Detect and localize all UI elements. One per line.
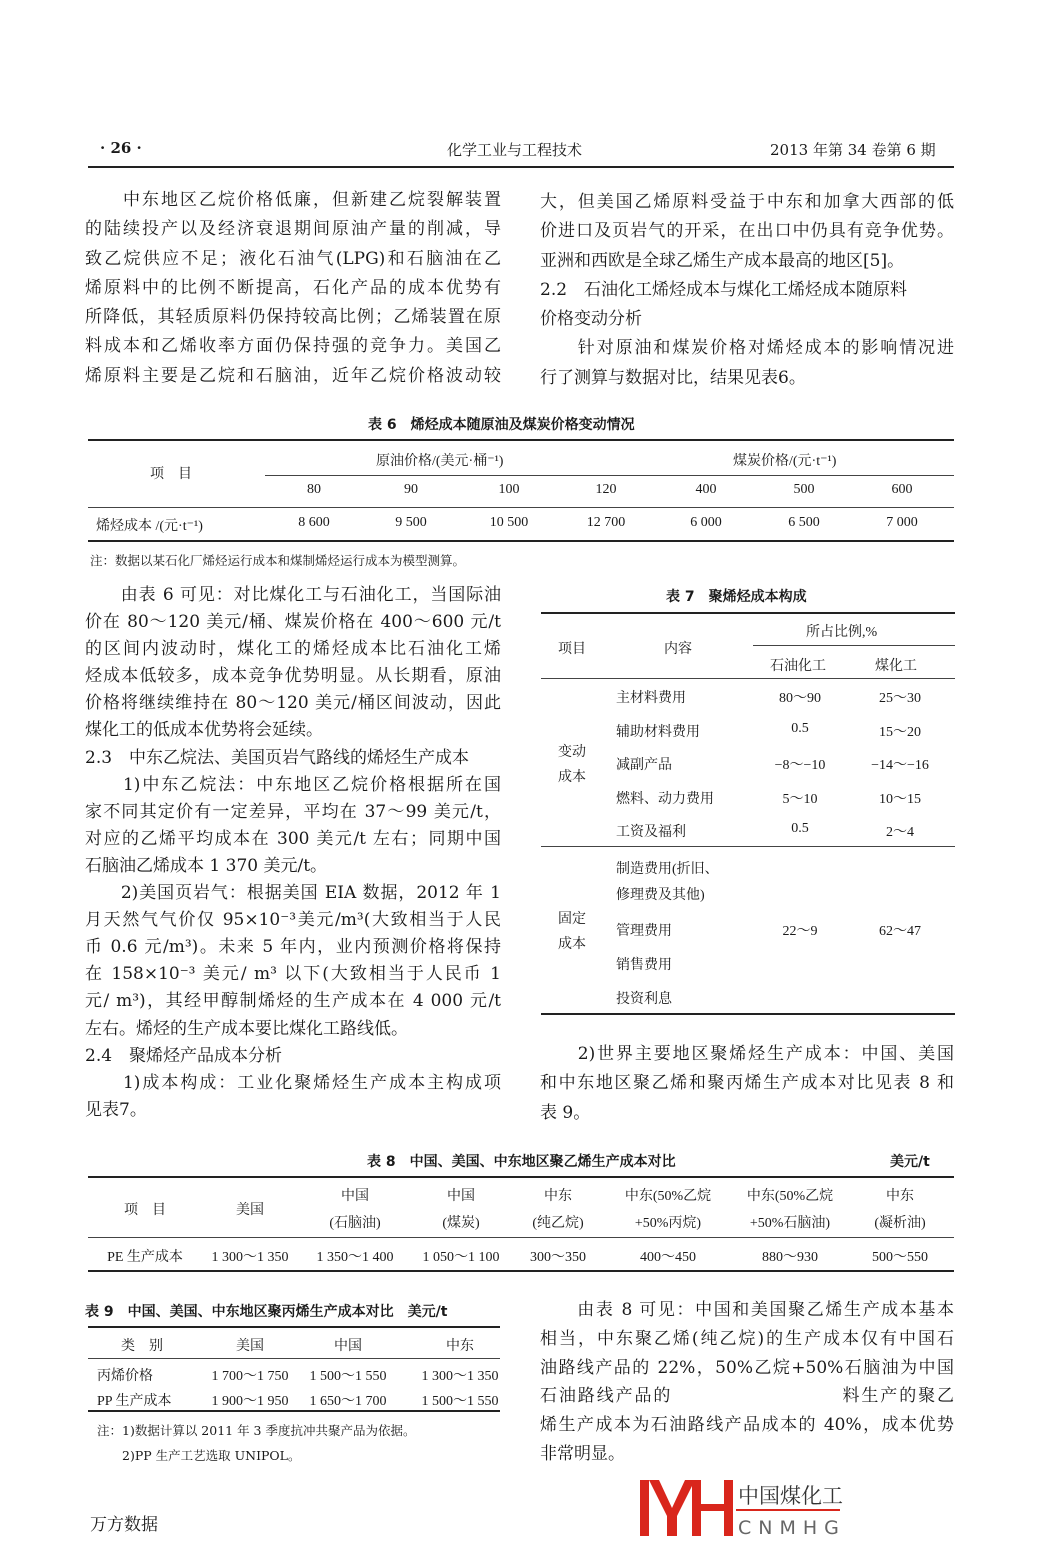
table8-col-subheader: (凝析油) — [874, 1216, 926, 1231]
footer-source: 万方数据 — [90, 1515, 158, 1535]
left-body-text — [85, 582, 501, 1124]
table8-col-header: 项 目 — [124, 1203, 166, 1218]
table8-cell: 300～350 — [530, 1250, 586, 1265]
text-line: 的陆续投产以及经济衰退期间原油产量的削减，导 — [85, 219, 501, 240]
table6-col-header: 120 — [595, 482, 617, 497]
text-line: 大，但美国乙烯原料受益于中东和加拿大西部的低 — [540, 192, 954, 212]
right-body-text — [540, 1040, 954, 1128]
table8-col-header: 中东 — [886, 1189, 914, 1204]
table6-col-header: 600 — [891, 482, 913, 497]
text-line: 烃成本低较多，成本竞争优势明显。从长期看，原油 — [85, 666, 501, 687]
journal-title: 化学工业与工程技术 — [447, 141, 583, 159]
table9-note: 2)PP 生产工艺选取 UNIPOL。 — [97, 1448, 301, 1463]
left-intro-text — [85, 186, 501, 391]
table-rule — [88, 507, 954, 508]
table6-group-oil: 原油价格/(美元·桶⁻¹) — [376, 454, 504, 469]
table6-caption: 表 6 烯烃成本随原油及煤炭价格变动情况 — [368, 417, 635, 433]
table-rule — [753, 645, 955, 646]
text-line: 家不同其定价有一定差异，平均在 37～99 美元/t， — [85, 801, 501, 822]
table7-cell-coal: 2～4 — [886, 825, 914, 840]
table9-cell: PP 生产成本 — [97, 1394, 172, 1409]
table7-cell-content: 工资及福利 — [616, 825, 686, 840]
text-line: 烯原料中的比例不断提高，石化产品的成本优势有 — [85, 277, 501, 298]
table8-col-subheader: +50%丙烷) — [634, 1216, 702, 1231]
table7-cell-coal: 25～30 — [879, 691, 921, 706]
table8-cell: PE 生产成本 — [107, 1250, 183, 1265]
table6-cell: 8 600 — [298, 515, 330, 530]
table8-col-header: 中东(50%乙烷 — [746, 1189, 834, 1204]
text-line: 1)中东乙烷法：中东地区乙烷价格根据所在国 — [85, 774, 501, 795]
table6-col-header: 400 — [695, 482, 717, 497]
table8-col-header: 美国 — [236, 1203, 264, 1218]
table-rule — [88, 1410, 500, 1412]
text-line: 针对原油和煤炭价格对烯烃成本的影响情况进 — [540, 338, 954, 359]
text-line: 1)成本构成：工业化聚烯烃生产成本主构成项 — [85, 1072, 501, 1093]
text-line: 表 9。 — [540, 1102, 591, 1123]
table-rule — [88, 1237, 954, 1238]
text-line: 币 0.6 元/m³)。未来 5 年内，业内预测价格将保持 — [85, 937, 501, 958]
table6-col-header: 500 — [793, 482, 815, 497]
watermark-cn-text: 中国煤化工 — [738, 1484, 843, 1508]
text-line: 价在 80～120 美元/桶、煤炭价格在 400～600 元/t — [85, 612, 501, 633]
section-heading: 2.4 聚烯烃产品成本分析 — [85, 1045, 283, 1066]
table7-cell-coal: −14～−16 — [871, 758, 929, 773]
table8-col-subheader: (石脑油) — [329, 1216, 381, 1231]
table9-col-header: 中国 — [334, 1339, 362, 1354]
table6-col-header: 80 — [307, 482, 321, 497]
table7-header-petro: 石油化工 — [770, 659, 826, 674]
text-line: 价格将继续维持在 80～120 美元/桶区间波动，因此 — [85, 693, 501, 714]
table-rule — [541, 846, 955, 847]
table8-cell: 1 300～1 350 — [211, 1250, 289, 1265]
text-line: 中东地区乙烷价格低廉，但新建乙烷裂解装置 — [85, 190, 501, 210]
table6-cell: 10 500 — [489, 515, 529, 530]
table6-item-header: 项 目 — [150, 467, 192, 482]
text-line: 2)世界主要地区聚烯烃生产成本：中国、美国 — [540, 1044, 954, 1064]
table8-col-subheader: (煤炭) — [442, 1216, 480, 1231]
table7-cell-content: 主材料费用 — [616, 691, 686, 706]
table7-caption: 表 7 聚烯烃成本构成 — [666, 589, 807, 605]
table-rule — [541, 612, 955, 614]
table7-cell-content: 销售费用 — [616, 958, 672, 973]
text-line: 在 158×10⁻³ 美元/ m³ 以下(大致相当于人民币 1 — [85, 964, 501, 985]
table8-cell: 1 050～1 100 — [422, 1250, 500, 1265]
table9-cell: 1 700～1 750 — [211, 1369, 289, 1384]
table7-cell-content: 修理费及其他) — [616, 888, 705, 903]
table9-col-header: 中东 — [446, 1339, 474, 1354]
table8-unit: 美元/t — [890, 1154, 930, 1170]
table6-col-header: 90 — [404, 482, 418, 497]
table8-cell: 880～930 — [762, 1250, 818, 1265]
table8-col-header: 中国 — [341, 1189, 369, 1204]
text-line: 石脑油乙烯成本 1 370 美元/t。 — [85, 855, 328, 876]
table7-cell-petro: 5～10 — [782, 791, 818, 807]
table7-cell-content: 投资利息 — [616, 992, 672, 1007]
text-line: 元/ m³)，其经甲醇制烯烃的生产成本在 4 000 元/t — [85, 991, 501, 1012]
table6-cell: 6 500 — [788, 515, 820, 530]
text-line: 非常明显。 — [540, 1443, 625, 1464]
table9-cell: 1 500～1 550 — [421, 1394, 499, 1409]
table7-cell-content: 辅助材料费用 — [616, 724, 700, 740]
text-line: 由表 8 可见：中国和美国聚乙烯生产成本基本 — [540, 1300, 954, 1320]
table6-row-label: 烯烃成本 /(元·t⁻¹) — [96, 519, 203, 534]
table7-cell-coal: 62～47 — [879, 924, 921, 939]
page-number: · 26 · — [100, 139, 142, 157]
table8-cell: 1 350～1 400 — [316, 1250, 394, 1265]
text-line: 由表 6 可见：对比煤化工与石油化工，当国际油 — [85, 585, 501, 605]
table-rule — [88, 1270, 954, 1272]
right-intro-text — [540, 188, 954, 393]
table-rule — [88, 540, 954, 542]
table6-group-coal: 煤炭价格/(元·t⁻¹) — [733, 454, 837, 469]
text-line: 左右。烯烃的生产成本要比煤化工路线低。 — [85, 1018, 408, 1039]
table-rule — [88, 1358, 500, 1359]
table7-cell-petro: −8～−10 — [774, 758, 826, 773]
table9-note: 注：1)数据计算以 2011 年 3 季度抗冲共聚产品为依据。 — [97, 1423, 416, 1438]
table7-cell-content: 燃料、动力费用 — [616, 791, 714, 807]
table-rule — [265, 475, 954, 476]
table8-col-header: 中东(50%乙烷 — [624, 1189, 712, 1204]
watermark-logo — [640, 1478, 850, 1538]
table-rule — [88, 1176, 954, 1178]
table7-header-content: 内容 — [664, 642, 692, 657]
text-line: 烯原料主要是乙烷和石脑油，近年乙烷价格波动较 — [85, 365, 501, 386]
table7-cell-content: 制造费用(折旧、 — [616, 862, 719, 877]
table7-header-item: 项目 — [558, 642, 586, 657]
text-line: 对应的乙烯平均成本在 300 美元/t 左右；同期中国 — [85, 828, 501, 849]
table8-col-subheader: +50%石脑油) — [749, 1216, 831, 1231]
text-line: 行了测算与数据对比，结果见表6。 — [540, 367, 806, 388]
text-line: 月天然气气价仅 95×10⁻³美元/m³(大致相当于人民 — [85, 910, 501, 931]
table7-header-coal: 煤化工 — [875, 659, 917, 674]
section-heading: 2.3 中东乙烷法、美国页岩气路线的烯烃生产成本 — [85, 747, 470, 768]
text-line: 相当，中东聚乙烯(纯乙烷)的生产成本仅有中国石 — [540, 1328, 954, 1349]
table9-cell: 1 300～1 350 — [421, 1369, 499, 1384]
text-line: 石油路线产品的 料生产的聚乙 — [540, 1386, 954, 1407]
table-rule — [88, 439, 954, 441]
table8-col-subheader: (纯乙烷) — [532, 1216, 584, 1231]
text-line: 亚洲和西欧是全球乙烯生产成本最高的地区[5]。 — [540, 250, 905, 271]
table9-cell: 1 900～1 950 — [211, 1394, 289, 1409]
table-rule — [88, 1326, 500, 1328]
text-line: 见表7。 — [85, 1099, 147, 1120]
table7-header-ratio: 所占比例,% — [806, 625, 878, 640]
table8-cell: 400～450 — [640, 1250, 696, 1265]
cnmhg-logo-icon — [640, 1478, 850, 1538]
table7-cell-coal: 15～20 — [879, 724, 921, 740]
right-conclusion-text — [540, 1296, 954, 1469]
table7-cell-petro: 0.5 — [791, 821, 809, 836]
text-line: 料成本和乙烯收率方面仍保持强的竞争力。美国乙 — [85, 336, 501, 357]
table7-fixed-label: 固定成本 — [558, 912, 586, 952]
text-line: 烯生产成本为石油路线产品成本的 40%，成本优势 — [540, 1415, 954, 1436]
table8-col-header: 中东 — [544, 1189, 572, 1204]
text-line: 价进口及页岩气的开采，在出口中仍具有竞争优势。 — [540, 221, 954, 242]
table7-cell-content: 减副产品 — [616, 758, 672, 773]
table6-cell: 7 000 — [886, 515, 918, 530]
table6-col-header: 100 — [498, 482, 520, 497]
issue-info: 2013 年第 34 卷第 6 期 — [770, 141, 936, 159]
text-line: 的区间内波动时，煤化工的烯烃成本比石油化工烯 — [85, 639, 501, 660]
watermark-en-text: CNMHG — [738, 1517, 846, 1538]
table9-col-header: 类 别 — [121, 1339, 163, 1354]
text-line: 价格变动分析 — [540, 309, 642, 330]
table8-cell: 500～550 — [872, 1250, 928, 1265]
text-line: 油路线产品的 22%，50%乙烷+50%石脑油为中国 — [540, 1357, 954, 1378]
table7-cell-coal: 10～15 — [879, 791, 921, 807]
table8-caption: 表 8 中国、美国、中东地区聚乙烯生产成本对比 — [367, 1154, 676, 1170]
table7-cell-petro: 22～9 — [782, 924, 818, 939]
text-line: 和中东地区聚乙烯和聚丙烯生产成本对比见表 8 和 — [540, 1073, 954, 1094]
table6-note: 注：数据以某石化厂烯烃运行成本和煤制烯烃运行成本为模型测算。 — [90, 553, 466, 568]
table7-cell-petro: 0.5 — [791, 720, 809, 736]
table7-variable-label: 变动成本 — [558, 745, 586, 785]
table9-cell: 1 650～1 700 — [309, 1394, 387, 1409]
text-line: 所降低，其轻质原料仍保持较高比例；乙烯装置在原 — [85, 307, 501, 328]
table6-cell: 6 000 — [690, 515, 722, 530]
table6-cell: 12 700 — [586, 515, 626, 530]
table-rule — [541, 678, 955, 679]
table-rule — [541, 1013, 955, 1015]
table7-cell-petro: 80～90 — [779, 691, 821, 706]
table7-cell-content: 管理费用 — [616, 924, 672, 939]
text-line: 煤化工的低成本优势将会延续。 — [85, 720, 323, 741]
header-rule — [88, 166, 954, 168]
table9-cell: 丙烯价格 — [97, 1369, 153, 1384]
table9-caption: 表 9 中国、美国、中东地区聚丙烯生产成本对比 美元/t — [85, 1304, 448, 1320]
text-line: 2)美国页岩气：根据美国 EIA 数据，2012 年 1 — [85, 883, 501, 904]
table8-col-header: 中国 — [447, 1189, 475, 1204]
table6-cell: 9 500 — [395, 515, 427, 530]
section-heading: 2.2 石油化工烯烃成本与煤化工烯烃成本随原料 — [540, 279, 908, 300]
table9-cell: 1 500～1 550 — [309, 1369, 387, 1384]
text-line: 致乙烷供应不足；液化石油气(LPG)和石脑油在乙 — [85, 248, 501, 269]
table9-col-header: 美国 — [236, 1339, 264, 1354]
